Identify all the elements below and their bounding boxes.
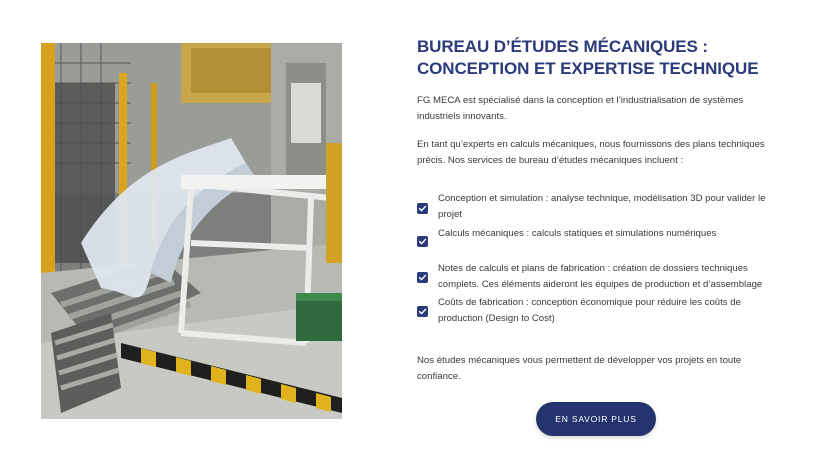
intro-paragraph: FG MECA est spécialisé dans la conception et l’industrialisation de systèmes industriels innovants. [417,95,744,122]
section-title-line-1: BUREAU D’ÉTUDES MÉCANIQUES : [417,37,708,56]
closing-paragraph: Nos études mécaniques vous permettent de développer vos projets en toute confiance. [417,355,742,382]
checkbox-check-icon [417,236,428,247]
learn-more-button[interactable]: EN SAVOIR PLUS [536,402,656,436]
checkbox-check-icon [417,272,428,283]
checkbox-check-icon [417,203,428,214]
checkbox-check-icon [417,306,428,317]
workshop-photo [41,43,342,419]
services-intro-paragraph: En tant qu’experts en calculs mécaniques, nous fournissons des plans techniques précis. Nos services de bureau d’études mécaniques incluent : [417,139,765,166]
feature-text: Notes de calculs et plans de fabrication : création de dossiers techniques complets. Ces éléments aideront les équipes de production et d’assemblage [438,263,763,290]
section-title [417,36,777,80]
feature-text: Calculs mécaniques : calculs statiques et simulations numériques [438,228,717,239]
section-header [417,36,777,80]
feature-text: Conception et simulation : analyse technique, modélisation 3D pour valider le projet [438,193,766,220]
feature-text: Coûts de fabrication : conception économique pour réduire les coûts de production (Design to Cost) [438,297,741,324]
section-title-line-2: CONCEPTION ET EXPERTISE TECHNIQUE [417,59,759,78]
